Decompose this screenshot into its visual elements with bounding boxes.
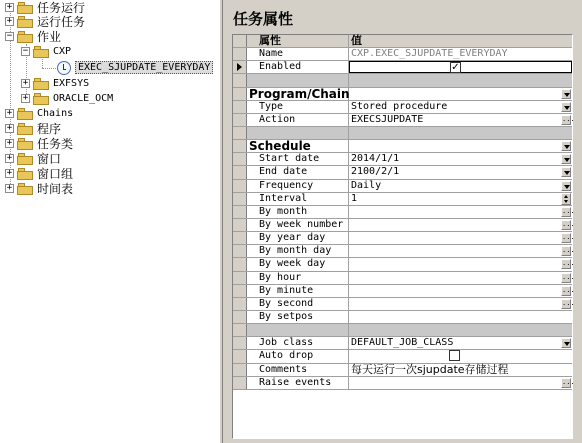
tree-item-exfsys[interactable] — [21, 76, 89, 91]
by-week-number-field[interactable] — [349, 219, 575, 231]
row-header — [233, 337, 247, 349]
prop-row-action[interactable] — [233, 113, 575, 127]
ellipsis-button[interactable]: ... — [562, 298, 575, 307]
section-label: Program/Chain — [249, 86, 350, 101]
ellipsis-button[interactable]: ... — [562, 233, 575, 242]
folder-icon — [33, 78, 49, 90]
prop-row-by-setpos[interactable] — [233, 311, 572, 324]
folder-icon — [17, 183, 33, 195]
row-header — [233, 35, 247, 47]
action-field[interactable] — [349, 113, 575, 126]
type-select[interactable] — [349, 101, 572, 113]
prop-row-auto-drop[interactable] — [233, 350, 572, 363]
expand-icon[interactable]: + — [6, 183, 13, 193]
tree-item-label: Chains — [37, 108, 74, 119]
folder-icon — [17, 108, 33, 120]
prop-row-job-class[interactable] — [233, 337, 572, 350]
tree-item-label: EXFSYS — [53, 78, 90, 89]
row-header — [233, 193, 247, 205]
prop-row-raise-events[interactable] — [233, 376, 575, 390]
section-spacer — [233, 324, 572, 337]
name-value: CXP.EXEC_SJUPDATE_EVERYDAY — [351, 48, 508, 60]
prop-label: Start date — [247, 153, 349, 165]
folder-icon — [17, 2, 33, 14]
section-value[interactable] — [349, 140, 572, 152]
prop-label: Action — [247, 114, 349, 126]
section-label: Schedule — [247, 140, 349, 152]
tree-item-chains[interactable] — [5, 106, 73, 121]
tree-item-label: 时间表 — [37, 182, 74, 196]
action-value: EXECSJUPDATE — [351, 113, 424, 125]
prop-row-enabled[interactable] — [233, 61, 572, 74]
prop-label: By hour — [247, 272, 349, 284]
tree-item-window-groups[interactable] — [5, 166, 73, 181]
row-header — [233, 180, 247, 192]
expand-icon[interactable]: + — [22, 78, 29, 88]
comments-field[interactable]: 每天运行一次sjupdate存储过程 — [351, 362, 509, 376]
expand-icon[interactable]: + — [6, 138, 13, 148]
interval-stepper[interactable] — [349, 193, 572, 205]
tree-item-windows[interactable] — [5, 151, 61, 166]
spacer-cell — [247, 324, 349, 336]
folder-open-icon — [17, 31, 33, 43]
by-year-day-field[interactable] — [349, 232, 575, 244]
row-header — [233, 272, 247, 284]
tree-item-jobs[interactable] — [5, 29, 61, 44]
row-header — [233, 219, 247, 231]
prop-label: Auto drop — [247, 350, 349, 362]
property-grid — [232, 34, 573, 439]
prop-label: Type — [247, 101, 349, 113]
row-header — [233, 298, 247, 310]
tree-item-label: 窗口 — [37, 152, 62, 166]
enabled-checkbox[interactable]: ✓ — [451, 62, 460, 74]
ellipsis-button[interactable]: ... — [562, 272, 575, 281]
prop-row-interval[interactable] — [233, 193, 572, 206]
dropdown-arrow-icon[interactable] — [561, 141, 571, 151]
grid-header — [233, 35, 572, 48]
tree-item-running-tasks[interactable] — [5, 14, 85, 29]
section-value[interactable] — [349, 88, 572, 100]
by-second-field[interactable] — [349, 298, 575, 310]
ellipsis-button[interactable]: ... — [562, 285, 575, 294]
frequency-value: Daily — [351, 179, 382, 191]
prop-label: Job class — [247, 337, 349, 349]
dropdown-arrow-icon[interactable] — [561, 89, 571, 99]
dropdown-arrow-icon[interactable] — [561, 154, 571, 164]
prop-label: By year day — [247, 232, 349, 244]
by-month-field[interactable] — [349, 206, 575, 218]
tree-item-schedules[interactable] — [5, 181, 73, 196]
row-header — [233, 74, 247, 86]
folder-icon — [17, 153, 33, 165]
row-header — [233, 245, 247, 257]
row-header — [233, 350, 247, 362]
interval-value: 1 — [351, 192, 358, 204]
ellipsis-button[interactable]: ... — [562, 114, 575, 123]
tree-item-cxp[interactable] — [21, 44, 71, 59]
prop-row-by-month[interactable] — [233, 205, 575, 219]
by-minute-field[interactable] — [349, 285, 575, 297]
tree-item-label: 程序 — [37, 122, 62, 136]
dropdown-arrow-icon[interactable] — [561, 167, 571, 177]
by-hour-field[interactable] — [349, 272, 575, 284]
prop-label: Enabled — [247, 61, 349, 73]
collapse-icon[interactable]: − — [6, 31, 13, 41]
tree-item-label-selected: EXEC_SJUPDATE_EVERYDAY — [75, 61, 213, 74]
start-date-field[interactable] — [349, 153, 572, 165]
navigation-tree — [0, 0, 219, 443]
tree-item-exec-sjupdate-everyday[interactable] — [55, 60, 213, 75]
ellipsis-button[interactable]: ... — [562, 246, 575, 255]
row-header — [233, 48, 247, 60]
prop-label: By month — [247, 206, 349, 218]
tree-item-label: 作业 — [37, 30, 62, 44]
ellipsis-button[interactable]: ... — [562, 377, 575, 386]
prop-label: By week number — [247, 219, 349, 231]
by-setpos-field[interactable] — [349, 311, 572, 323]
row-header — [233, 166, 247, 178]
enabled-cell[interactable] — [349, 61, 572, 73]
job-class-value: DEFAULT_JOB_CLASS — [351, 337, 454, 349]
prop-label: By setpos — [247, 311, 349, 323]
prop-label: End date — [247, 166, 349, 178]
prop-row-name[interactable] — [233, 48, 572, 61]
column-header-value: 值 — [349, 35, 572, 47]
prop-label: By minute — [247, 285, 349, 297]
prop-label: Frequency — [247, 180, 349, 192]
row-header — [233, 285, 247, 297]
spacer-cell — [349, 324, 572, 336]
by-month-day-field[interactable] — [349, 245, 575, 257]
tree-item-label: 任务运行 — [37, 1, 86, 15]
prop-row-by-second[interactable] — [233, 297, 575, 311]
end-date-value: 2100/2/1 — [351, 166, 400, 178]
tree-item-oracle-ocm[interactable] — [21, 91, 113, 106]
column-header-property: 属性 — [247, 35, 349, 47]
prop-label: By second — [247, 298, 349, 310]
folder-icon — [17, 16, 33, 28]
job-clock-icon — [57, 61, 71, 75]
row-header — [233, 140, 247, 152]
dropdown-arrow-icon[interactable] — [561, 102, 571, 112]
task-properties-panel — [223, 0, 582, 443]
row-header — [233, 206, 247, 218]
prop-row-by-year-day[interactable] — [233, 232, 575, 245]
dropdown-arrow-icon[interactable] — [561, 338, 571, 348]
tree-item-label: ORACLE_OCM — [53, 93, 114, 104]
section-spacer — [233, 74, 572, 87]
type-value: Stored procedure — [351, 100, 448, 112]
tree-item-label: 任务类 — [37, 137, 74, 151]
prop-row-by-week-number[interactable] — [233, 218, 575, 232]
row-header — [233, 258, 247, 270]
section-program-chain[interactable] — [233, 88, 572, 101]
row-header — [233, 324, 247, 336]
folder-icon — [17, 168, 33, 180]
folder-icon — [33, 93, 49, 105]
start-date-value: 2014/1/1 — [351, 153, 400, 165]
prop-label: Comments — [247, 364, 349, 376]
expand-icon[interactable]: + — [6, 16, 13, 26]
raise-events-field[interactable] — [349, 377, 575, 389]
spacer-cell — [247, 127, 349, 139]
prop-row-by-minute[interactable] — [233, 284, 575, 298]
ellipsis-button[interactable]: ... — [562, 259, 575, 268]
ellipsis-button[interactable]: ... — [562, 219, 575, 228]
prop-row-type[interactable] — [233, 101, 572, 114]
prop-label: Raise events — [247, 377, 349, 389]
prop-row-comments[interactable] — [233, 364, 572, 377]
spin-arrows-icon[interactable] — [561, 193, 571, 205]
tree-item-label: 运行任务 — [37, 15, 86, 29]
frequency-select[interactable] — [349, 180, 572, 192]
row-header — [233, 88, 247, 100]
prop-row-by-week-day[interactable] — [233, 258, 575, 271]
row-header — [233, 153, 247, 165]
section-schedule[interactable] — [233, 140, 572, 153]
tree-line — [42, 68, 56, 69]
folder-open-icon — [33, 46, 49, 58]
spacer-cell — [349, 127, 572, 139]
auto-drop-cell[interactable] — [349, 350, 572, 362]
tree-item-job-classes[interactable] — [5, 136, 73, 151]
expand-icon[interactable]: + — [6, 2, 13, 12]
job-class-select[interactable] — [349, 337, 572, 349]
expand-icon[interactable]: + — [6, 108, 13, 118]
folder-icon — [17, 123, 33, 135]
prop-label: Interval — [247, 193, 349, 205]
tree-item-label: 窗口组 — [37, 167, 74, 181]
tree-item-label: CXP — [53, 46, 72, 57]
prop-row-by-month-day[interactable] — [233, 245, 575, 258]
row-header — [233, 114, 247, 126]
ellipsis-button[interactable]: ... — [562, 206, 575, 215]
folder-icon — [17, 138, 33, 150]
prop-label: By week day — [247, 258, 349, 270]
prop-label: By month day — [247, 245, 349, 257]
auto-drop-checkbox[interactable] — [449, 350, 460, 361]
expand-icon[interactable]: + — [6, 153, 13, 163]
end-date-field[interactable] — [349, 166, 572, 178]
tree-item-programs[interactable] — [5, 121, 61, 136]
row-header — [233, 364, 247, 376]
expand-icon[interactable]: + — [6, 168, 13, 178]
dropdown-arrow-icon[interactable] — [561, 181, 571, 191]
row-header — [233, 101, 247, 113]
collapse-icon[interactable]: − — [22, 46, 29, 56]
row-header — [233, 377, 247, 389]
prop-row-frequency[interactable] — [233, 180, 572, 193]
prop-row-end-date[interactable] — [233, 166, 572, 179]
by-week-day-field[interactable] — [349, 258, 575, 270]
spacer-cell — [247, 74, 349, 86]
prop-label: Name — [247, 48, 349, 60]
row-header — [233, 127, 247, 139]
panel-title: 任务属性 — [233, 10, 294, 28]
expand-icon[interactable]: + — [22, 93, 29, 103]
prop-row-by-hour[interactable] — [233, 271, 575, 285]
prop-row-start-date[interactable] — [233, 153, 572, 166]
row-header — [233, 232, 247, 244]
spacer-cell — [349, 74, 572, 86]
row-header — [233, 311, 247, 323]
current-row-arrow-icon — [233, 61, 247, 73]
expand-icon[interactable]: + — [6, 123, 13, 133]
